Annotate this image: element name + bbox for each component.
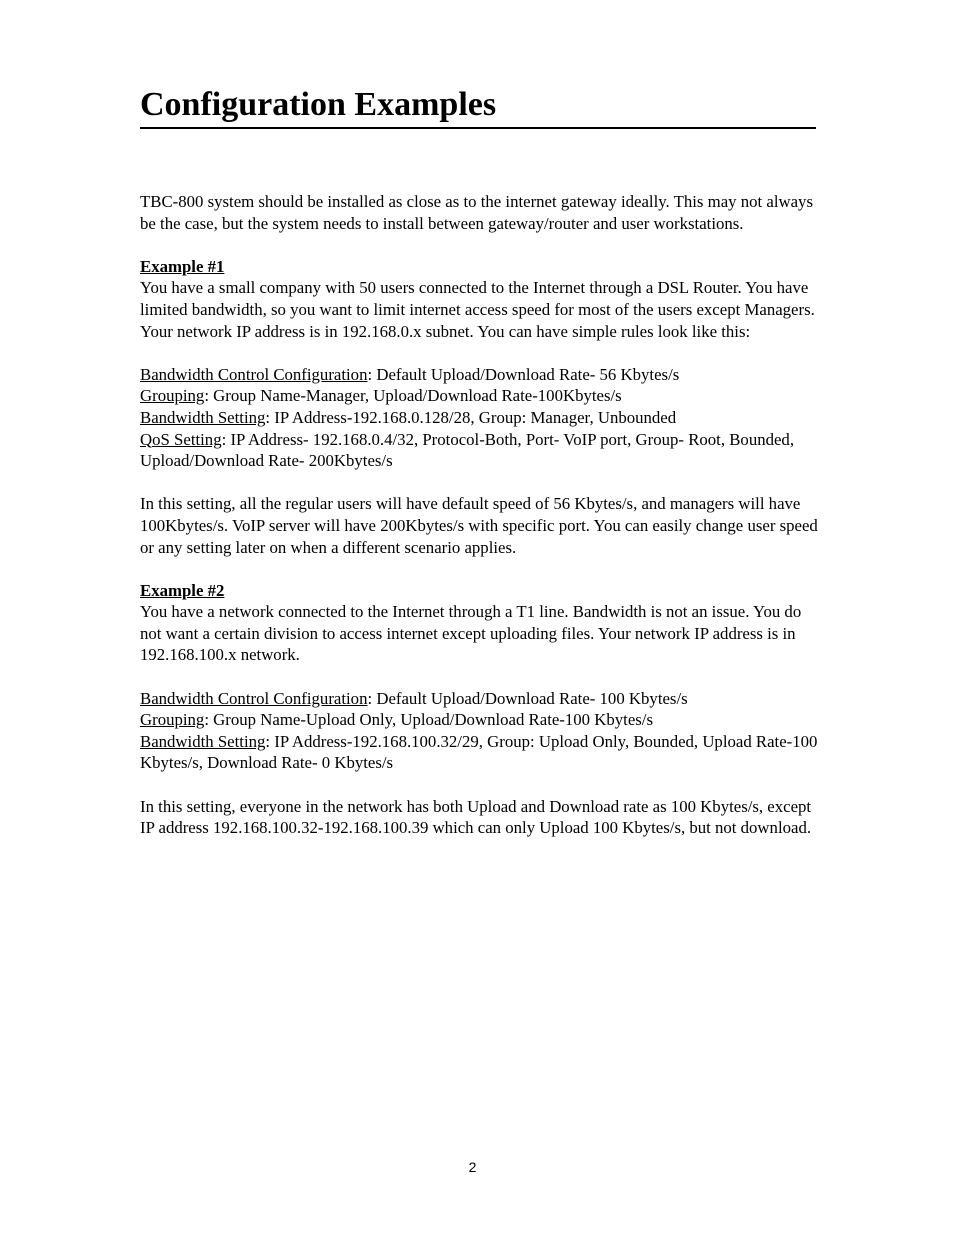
rule-label: Grouping (140, 386, 205, 406)
rule-label: Bandwidth Setting (140, 407, 266, 427)
rule-label: Bandwidth Setting (140, 731, 266, 751)
rule-label: Bandwidth Control Configuration (140, 364, 368, 384)
example-2-description: You have a network connected to the Internet through a T1 line. Bandwidth is not an issue. You do not want a certain division to access internet except uploading files. Your network IP address is in 192.168.100.x network. (140, 602, 802, 665)
spacer (140, 666, 820, 688)
rule-value: : Group Name-Upload Only, Upload/Download Rate-100 Kbytes/s (204, 710, 653, 730)
rule-bandwidth-control-configuration (140, 364, 820, 386)
rule-grouping (140, 709, 820, 731)
spacer (140, 342, 820, 364)
rule-bandwidth-setting (140, 731, 820, 774)
rule-qos-setting (140, 429, 820, 472)
example-1-description: You have a small company with 50 users connected to the Internet through a DSL Router. You have limited bandwidth, so you want to limit internet access speed for most of the users except Managers. Your network IP address is in 192.168.0.x subnet. You can have simple rules look like this: (140, 278, 815, 341)
example-2-heading: Example #2 (140, 580, 225, 600)
intro-paragraph: TBC-800 system should be installed as close as to the internet gateway ideally. This may not always be the case, but the system needs to install between gateway/router and user workstations. (140, 192, 813, 233)
rule-bandwidth-setting (140, 407, 820, 429)
spacer (140, 472, 820, 494)
page-number: 2 (468, 1159, 477, 1175)
rule-bandwidth-control-configuration (140, 688, 820, 710)
rule-label: Grouping (140, 710, 205, 730)
example-2-summary: In this setting, everyone in the network has both Upload and Download rate as 100 Kbytes/s, except IP address 192.168.100.32-192.168.100.39 which can only Upload 100 Kbytes/s, but not download. (140, 796, 812, 838)
rule-value: : Default Upload/Download Rate- 56 Kbytes/s (367, 364, 680, 384)
rule-value: : IP Address-192.168.0.128/28, Group: Manager, Unbounded (265, 407, 677, 427)
example-1-section (140, 256, 820, 558)
example-1-summary: In this setting, all the regular users will have default speed of 56 Kbytes/s, and managers will have 100Kbytes/s. VoIP server will have 200Kbytes/s with specific port. You can easily change user speed or any setting later on when a different scenario applies. (140, 494, 818, 557)
rule-value: : IP Address- 192.168.0.4/32, Protocol-Both, Port- VoIP port, Group- Root, Bounded, Upload/Download Rate- 200Kbytes/s (140, 429, 795, 471)
spacer (140, 558, 820, 580)
rule-value: : IP Address-192.168.100.32/29, Group: Upload Only, Bounded, Upload Rate-100 Kbytes/s, Download Rate- 0 Kbytes/s (140, 731, 818, 773)
rule-value: : Default Upload/Download Rate- 100 Kbytes/s (367, 688, 688, 708)
rule-label: QoS Setting (140, 429, 222, 449)
spacer (140, 234, 820, 256)
rule-value: : Group Name-Manager, Upload/Download Rate-100Kbytes/s (204, 386, 622, 406)
example-2-section (140, 580, 820, 839)
spacer (140, 774, 820, 796)
example-1-rules (140, 364, 820, 472)
example-1-heading: Example #1 (140, 256, 225, 276)
example-2-rules (140, 688, 820, 774)
rule-grouping (140, 385, 820, 407)
rule-label: Bandwidth Control Configuration (140, 688, 368, 708)
document-page (140, 85, 820, 839)
page-title: Configuration Examples (140, 85, 816, 129)
